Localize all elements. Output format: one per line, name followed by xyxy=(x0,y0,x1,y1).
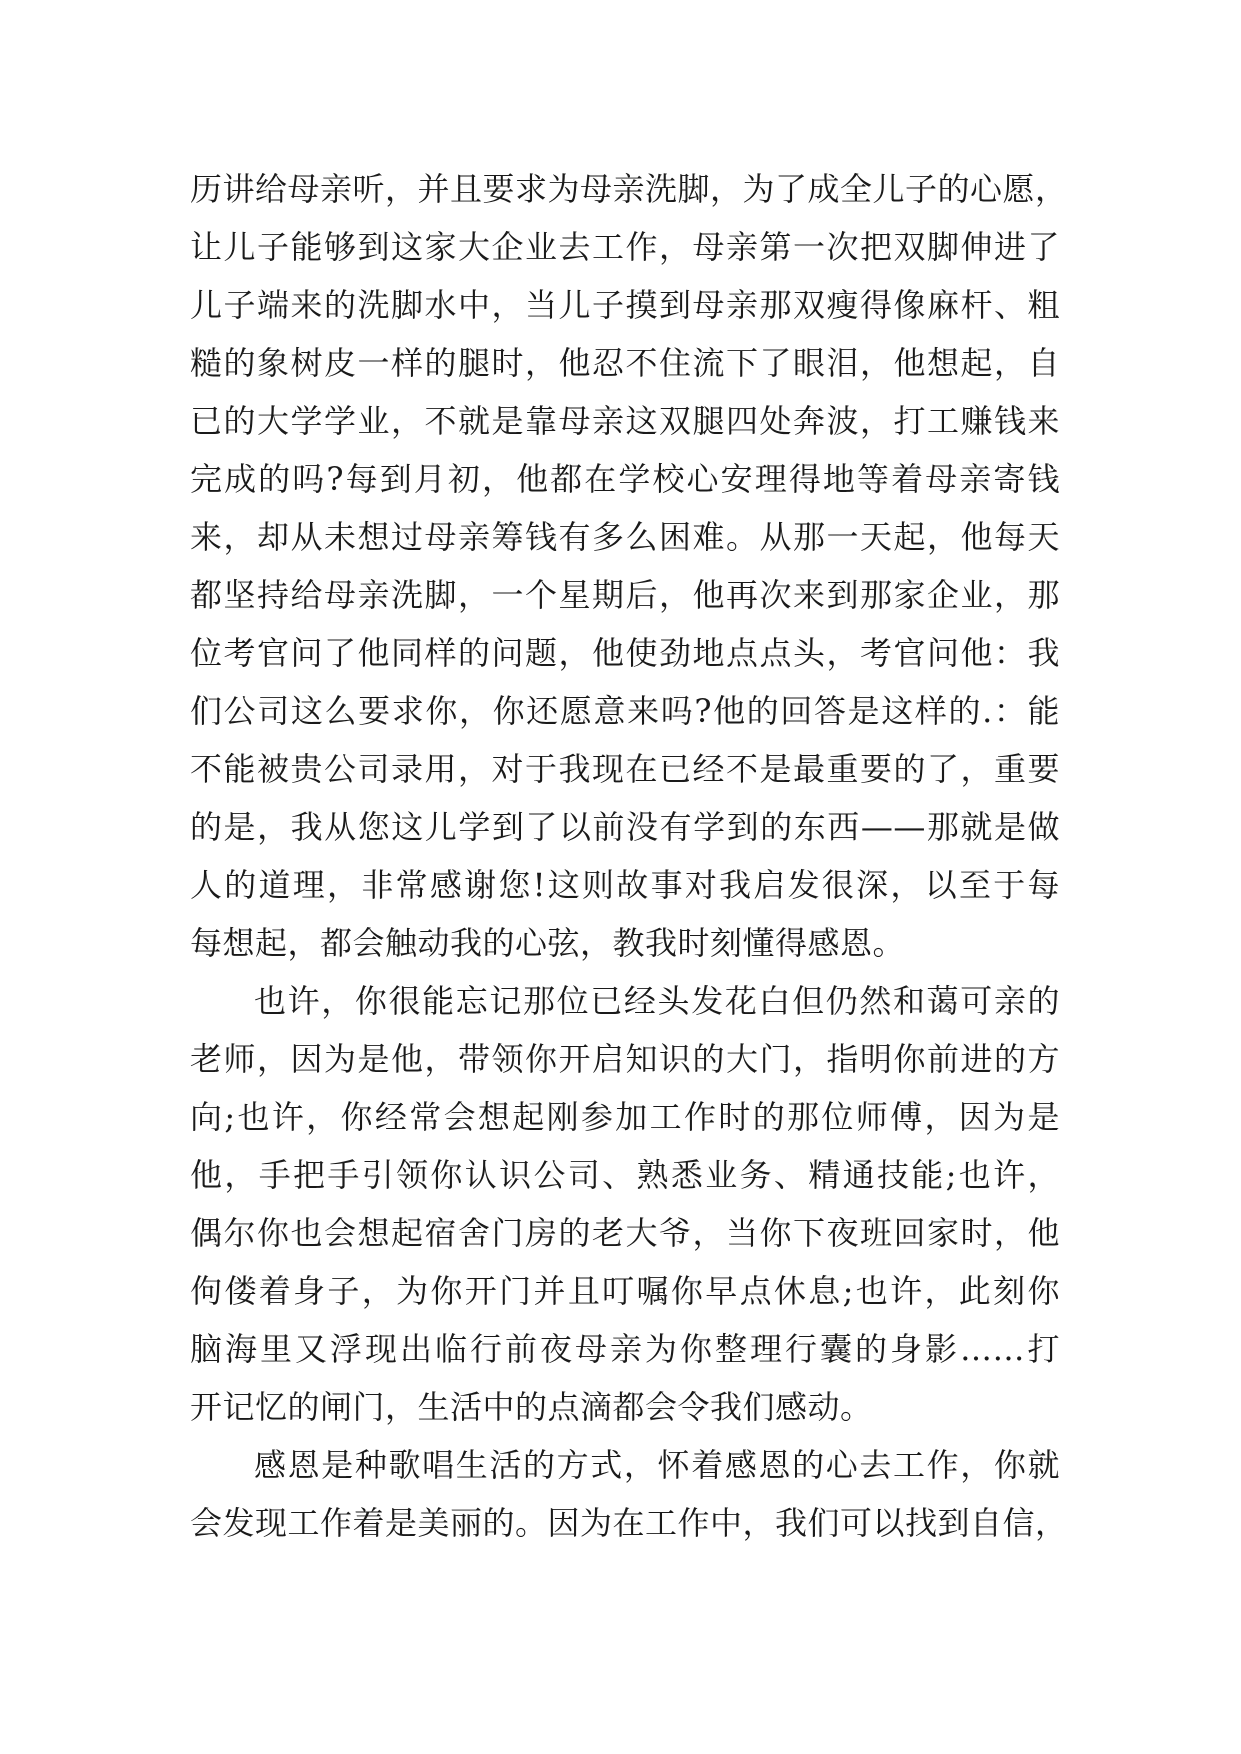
text-line: 也许，你很能忘记那位已经头发花白但仍然和蔼可亲的 xyxy=(254,982,1060,1020)
text-line: 不能被贵公司录用，对于我现在已经不是最重要的了，重要 xyxy=(190,750,1060,788)
text-line: 的是，我从您这儿学到了以前没有学到的东西——那就是做 xyxy=(190,808,1060,846)
text-line: 感恩是种歌唱生活的方式，怀着感恩的心去工作，你就 xyxy=(254,1446,1060,1484)
text-line: 们公司这么要求你，你还愿意来吗?他的回答是这样的.：能 xyxy=(190,692,1060,730)
text-line: 脑海里又浮现出临行前夜母亲为你整理行囊的身影……打 xyxy=(190,1330,1060,1368)
text-line: 糙的象树皮一样的腿时，他忍不住流下了眼泪，他想起，自 xyxy=(190,344,1060,382)
text-line: 向;也许，你经常会想起刚参加工作时的那位师傅，因为是 xyxy=(190,1098,1060,1136)
text-line: 老师，因为是他，带领你开启知识的大门，指明你前进的方 xyxy=(190,1040,1060,1078)
paragraph xyxy=(190,160,1068,972)
paragraph xyxy=(190,972,1060,1436)
text-line: 佝偻着身子，为你开门并且叮嘱你早点休息;也许，此刻你 xyxy=(190,1272,1060,1310)
text-line: 偶尔你也会想起宿舍门房的老大爷，当你下夜班回家时，他 xyxy=(190,1214,1060,1252)
text-line: 都坚持给母亲洗脚，一个星期后，他再次来到那家企业，那 xyxy=(190,576,1060,614)
text-line: 开记忆的闸门，生活中的点滴都会令我们感动。 xyxy=(190,1388,873,1426)
text-line: 来，却从未想过母亲筹钱有多么困难。从那一天起，他每天 xyxy=(190,518,1060,556)
text-line: 儿子端来的洗脚水中，当儿子摸到母亲那双瘦得像麻杆、粗 xyxy=(190,286,1060,324)
text-line: 位考官问了他同样的问题，他使劲地点点头，考官问他：我 xyxy=(190,634,1060,672)
text-line: 完成的吗?每到月初，他都在学校心安理得地等着母亲寄钱 xyxy=(190,460,1060,498)
text-line: 他，手把手引领你认识公司、熟悉业务、精通技能;也许， xyxy=(190,1156,1060,1194)
paragraph xyxy=(190,1436,1068,1552)
text-line: 已的大学学业，不就是靠母亲这双腿四处奔波，打工赚钱来 xyxy=(190,402,1060,440)
text-line: 让儿子能够到这家大企业去工作，母亲第一次把双脚伸进了 xyxy=(190,228,1060,266)
text-line: 历讲给母亲听，并且要求为母亲洗脚，为了成全儿子的心愿， xyxy=(190,170,1068,208)
text-line: 每想起，都会触动我的心弦，教我时刻懂得感恩。 xyxy=(190,924,906,962)
text-line: 人的道理，非常感谢您!这则故事对我启发很深，以至于每 xyxy=(190,866,1060,904)
body-text xyxy=(190,160,1068,1552)
text-line: 会发现工作着是美丽的。因为在工作中，我们可以找到自信， xyxy=(190,1504,1068,1542)
